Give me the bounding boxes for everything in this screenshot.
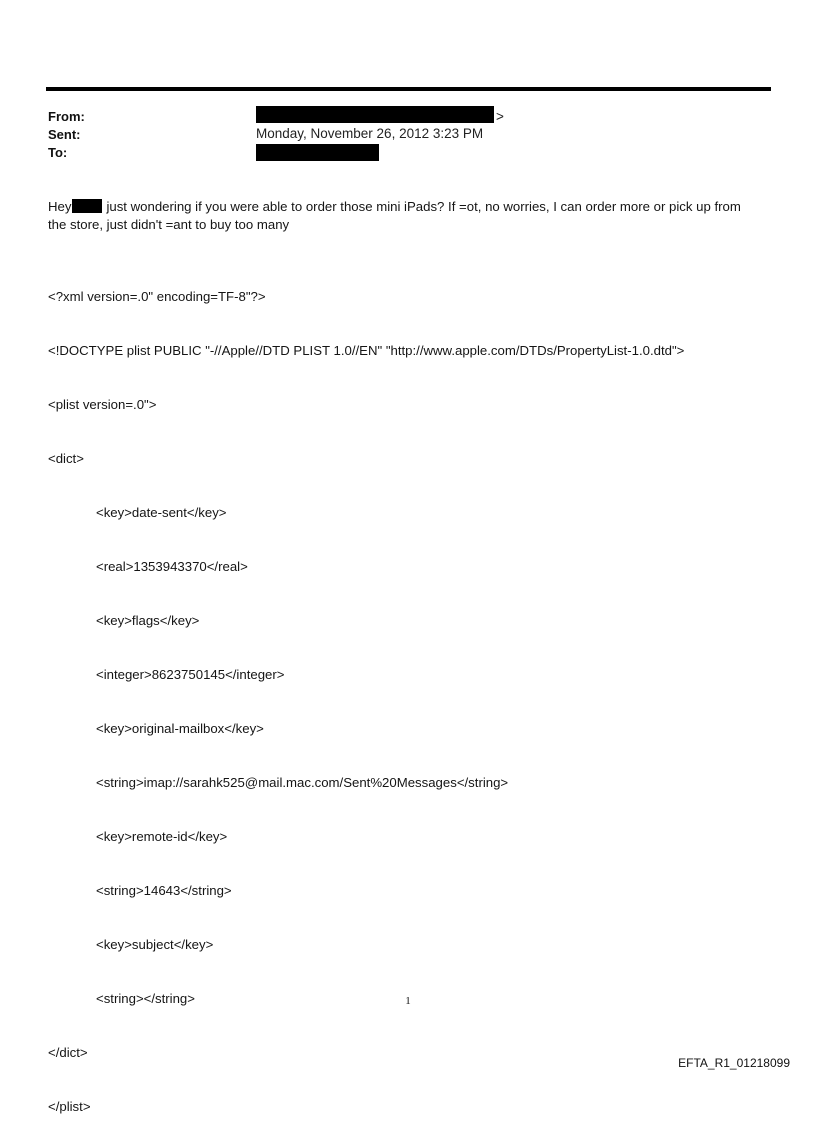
xml-line: <!DOCTYPE plist PUBLIC "-//Apple//DTD PLIST 1.0//EN" "http://www.apple.com/DTDs/PropertyList-1.0.dtd"> xyxy=(48,343,685,358)
xml-line: </dict> xyxy=(48,1045,88,1060)
xml-line: <plist version=.0"> xyxy=(48,397,157,412)
sent-label: Sent: xyxy=(48,127,81,142)
name-redaction xyxy=(72,199,102,213)
xml-line: <key>original-mailbox</key> xyxy=(96,721,264,736)
xml-line: <dict> xyxy=(48,451,84,466)
xml-line: <string>14643</string> xyxy=(96,883,232,898)
from-redaction xyxy=(256,106,494,123)
from-suffix: > xyxy=(496,109,504,124)
header-divider xyxy=(46,87,771,91)
message-body xyxy=(48,198,778,234)
xml-line: <key>date-sent</key> xyxy=(96,505,227,520)
to-label: To: xyxy=(48,145,68,160)
message-line-2: the store, just didn't =ant to buy too many xyxy=(48,217,290,232)
from-label: From: xyxy=(48,109,85,124)
xml-line: <real>1353943370</real> xyxy=(96,559,248,574)
page-number: 1 xyxy=(405,995,411,1007)
xml-line: <key>flags</key> xyxy=(96,613,200,628)
greeting: Hey xyxy=(48,199,72,214)
xml-line: <?xml version=.0" encoding=TF-8"?> xyxy=(48,289,266,304)
message-line-1-text: just wondering if you were able to order those mini iPads? If =ot, no worries, I can order more or pick up from xyxy=(106,199,741,214)
xml-line: <string>imap://sarahk525@mail.mac.com/Sent%20Messages</string> xyxy=(96,775,509,790)
xml-line: <key>remote-id</key> xyxy=(96,829,228,844)
xml-line: <key>subject</key> xyxy=(96,937,214,952)
message-line-1 xyxy=(48,198,778,216)
xml-line: </plist> xyxy=(48,1099,91,1114)
xml-line: <integer>8623750145</integer> xyxy=(96,667,285,682)
xml-line: <string></string> xyxy=(96,991,195,1006)
sent-value: Monday, November 26, 2012 3:23 PM xyxy=(256,126,484,141)
to-redaction xyxy=(256,144,379,161)
document-id: EFTA_R1_01218099 xyxy=(678,1056,790,1070)
